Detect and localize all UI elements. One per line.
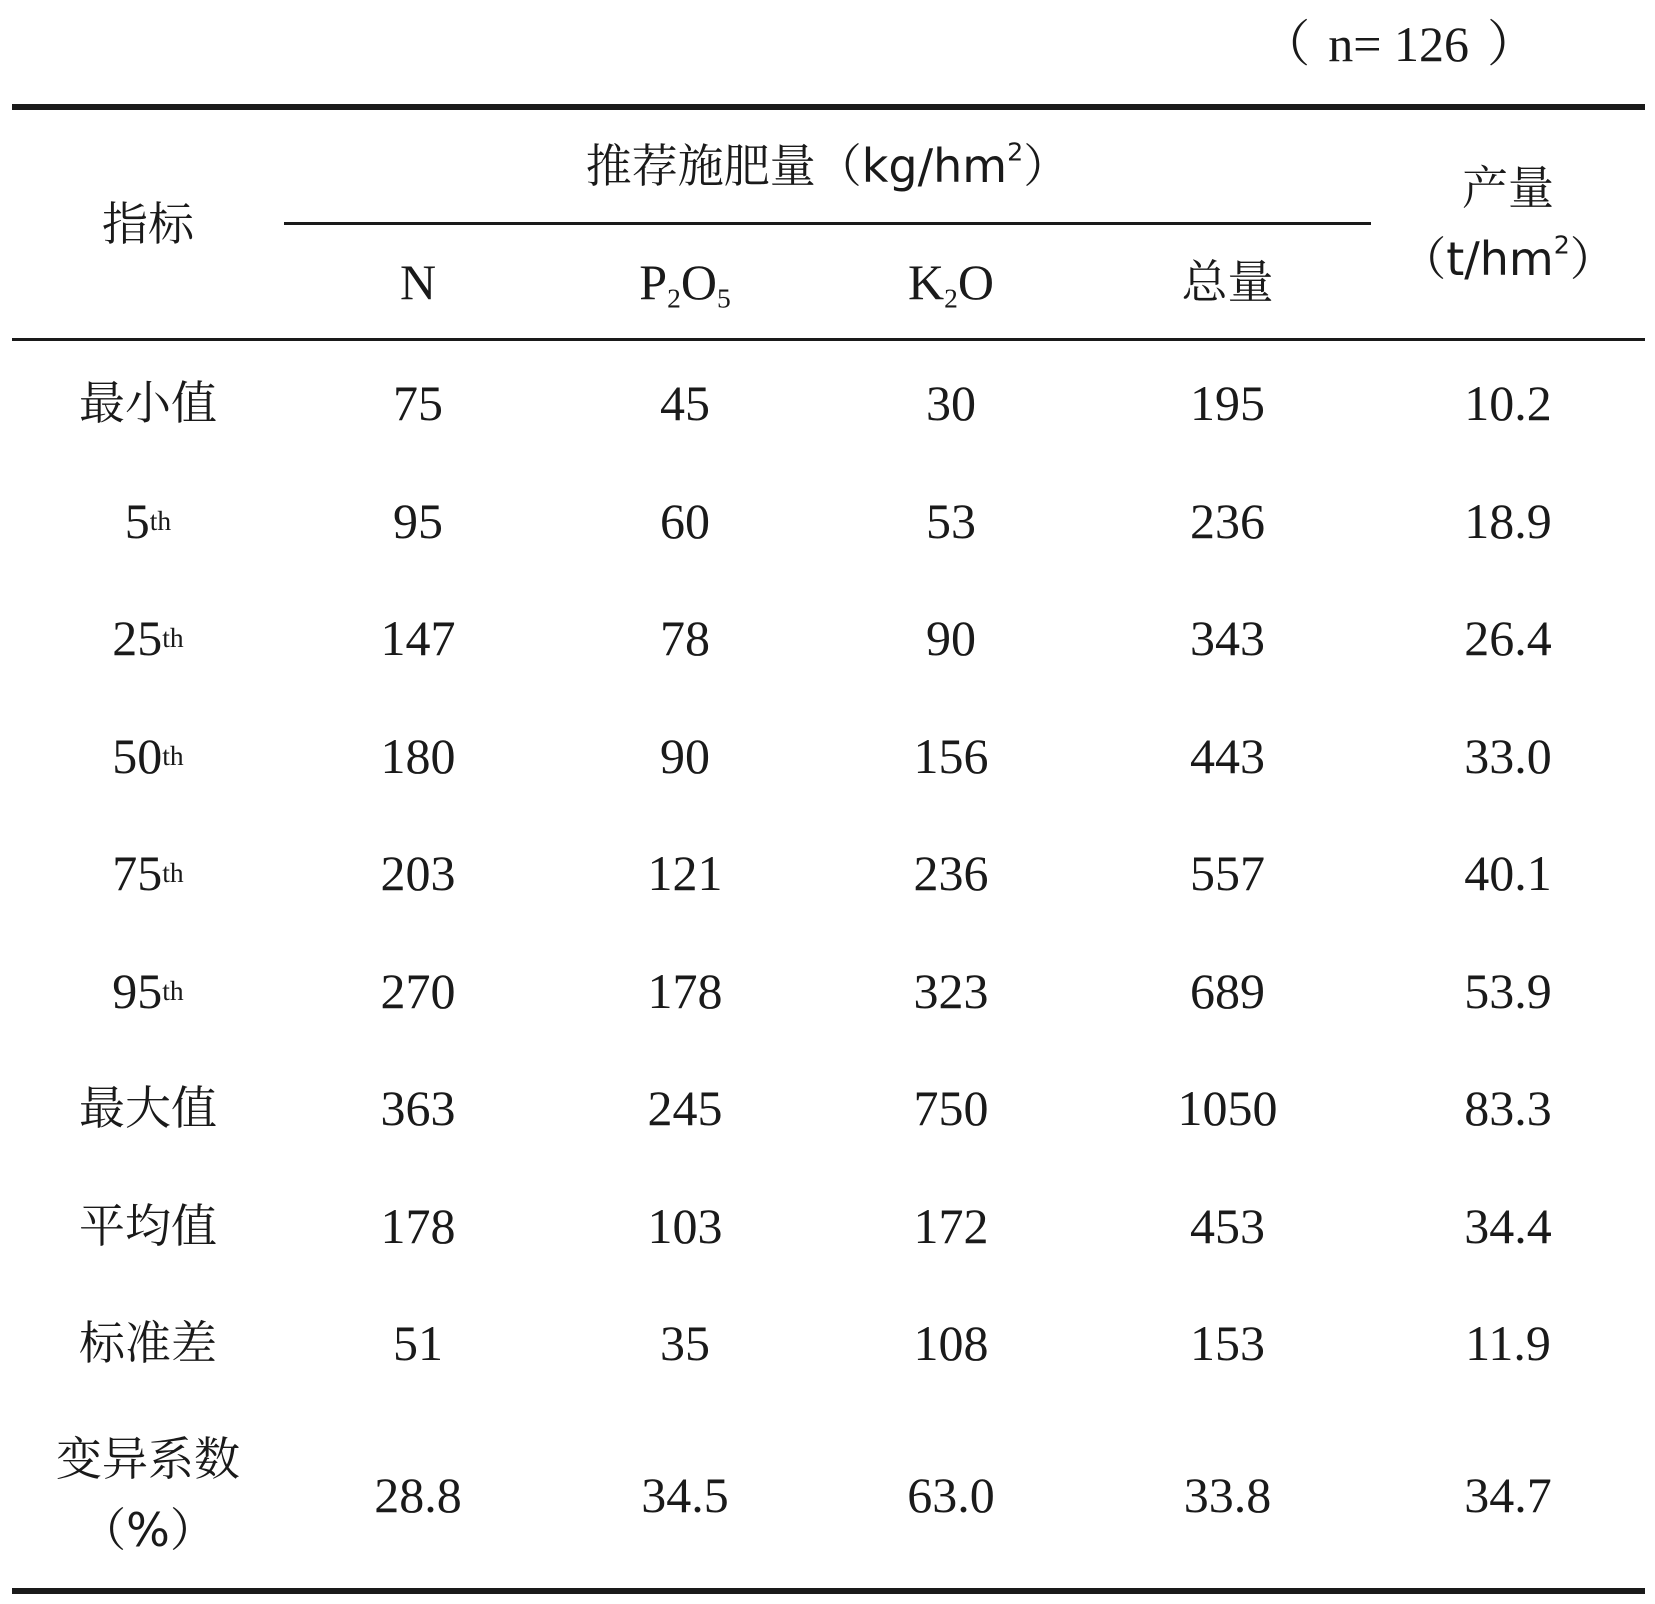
cv-row-label-line1: 变异系数 — [56, 1431, 240, 1486]
row-label: 95 th — [112, 963, 184, 1019]
header-yield — [1371, 110, 1645, 338]
row-cell-k2o: 53 — [926, 493, 976, 549]
row-cell-total: 1050 — [1177, 1080, 1278, 1136]
header-yield-label: 产量 — [1462, 160, 1554, 215]
row-label: 5 th — [124, 493, 172, 549]
row-cell-k2o: 750 — [913, 1080, 989, 1136]
row-cell-p2o5: 45 — [660, 375, 710, 431]
row-cell-n: 203 — [380, 845, 456, 901]
row-cell-k2o: 30 — [926, 375, 976, 431]
row-cell-total: 153 — [1190, 1315, 1265, 1371]
row-label: 50 th — [112, 728, 184, 784]
row-cell-k2o: 108 — [913, 1315, 989, 1371]
row-label: 25 th — [112, 610, 184, 666]
header-col-n-label: N — [399, 253, 437, 310]
header-group-title-text: 推荐施肥量$(kg/hm^2)$ — [585, 137, 1070, 193]
row-cell-yield: 53.9 — [1464, 963, 1552, 1019]
row-cell-yield: 10.2 — [1464, 375, 1552, 431]
header-col-total-label: 总量 — [1181, 254, 1274, 309]
header-col-p2o5 — [552, 225, 818, 338]
header-group-title — [284, 110, 1371, 222]
header-indicator — [12, 110, 284, 338]
row-cell-n: 180 — [380, 728, 456, 784]
row-cell-yield: 83.3 — [1464, 1080, 1552, 1136]
row-cell-k2o: 236 — [913, 845, 989, 901]
row-cell-yield: 34.4 — [1464, 1198, 1552, 1254]
header-col-total — [1084, 225, 1371, 338]
sample-size-open: （ — [1260, 16, 1311, 72]
row-cell-p2o5: 103 — [647, 1198, 723, 1254]
row-label: 最大值 — [79, 1081, 217, 1135]
row-cell-yield: 40.1 — [1464, 845, 1552, 901]
header-col-p2o5-label: $P_2O_5$ — [639, 253, 731, 313]
row-cell-n: 51 — [393, 1315, 443, 1371]
row-label: 标准差 — [79, 1316, 217, 1370]
row-cell-p2o5: 90 — [660, 728, 710, 784]
row-cell-total: 689 — [1190, 963, 1265, 1019]
bottom-rule — [12, 1588, 1645, 1594]
row-cell-total: 195 — [1190, 375, 1265, 431]
row-label: 平均值 — [79, 1199, 217, 1253]
header-yield-unit: $(t/hm^2)$ — [1400, 230, 1616, 286]
header-col-k2o-label: $K_2O$ — [908, 253, 994, 313]
header-col-k2o — [818, 225, 1084, 338]
row-cell-p2o5: 78 — [660, 610, 710, 666]
row-cell-k2o: 172 — [913, 1198, 989, 1254]
row-cell-total: 443 — [1190, 728, 1265, 784]
sample-size-text: n= 126 — [1328, 16, 1469, 72]
row-cell-n: 363 — [380, 1080, 456, 1136]
cv-row-p2o5: 34.5 — [641, 1467, 729, 1523]
row-cell-k2o: 323 — [913, 963, 989, 1019]
row-cell-total: 236 — [1190, 493, 1265, 549]
row-cell-yield: 26.4 — [1464, 610, 1552, 666]
row-cell-yield: 33.0 — [1464, 728, 1552, 784]
header-bottom-rule — [12, 338, 1645, 341]
sample-size-close: ） — [1487, 16, 1537, 72]
row-cell-n: 178 — [380, 1198, 456, 1254]
row-cell-n: 147 — [380, 610, 456, 666]
header-col-n — [284, 225, 552, 338]
row-cell-yield: 18.9 — [1464, 493, 1552, 549]
cv-row-label — [12, 1402, 284, 1588]
cv-row-yield: 34.7 — [1464, 1467, 1552, 1523]
row-cell-k2o: 156 — [913, 728, 989, 784]
row-cell-n: 75 — [393, 375, 443, 431]
header-indicator-label: 指标 — [102, 197, 194, 251]
cv-row-total: 33.8 — [1183, 1467, 1272, 1523]
cv-row-k2o: 63.0 — [907, 1467, 995, 1523]
row-cell-total: 557 — [1190, 845, 1265, 901]
cv-row-n: 28.8 — [374, 1467, 462, 1523]
sample-size-note — [1242, 14, 1555, 74]
row-cell-k2o: 90 — [926, 610, 976, 666]
row-cell-p2o5: 35 — [660, 1315, 710, 1371]
row-cell-total: 343 — [1190, 610, 1265, 666]
row-cell-n: 270 — [380, 963, 456, 1019]
row-cell-yield: 11.9 — [1465, 1315, 1551, 1371]
row-cell-n: 95 — [393, 493, 443, 549]
row-cell-p2o5: 245 — [647, 1080, 723, 1136]
row-cell-p2o5: 178 — [647, 963, 723, 1019]
row-label: 75 th — [112, 845, 184, 901]
row-cell-p2o5: 60 — [660, 493, 710, 549]
row-label: 最小值 — [79, 376, 217, 430]
cv-row-label-line2: （%） — [80, 1503, 216, 1557]
row-cell-p2o5: 121 — [647, 845, 723, 901]
row-cell-total: 453 — [1190, 1198, 1265, 1254]
